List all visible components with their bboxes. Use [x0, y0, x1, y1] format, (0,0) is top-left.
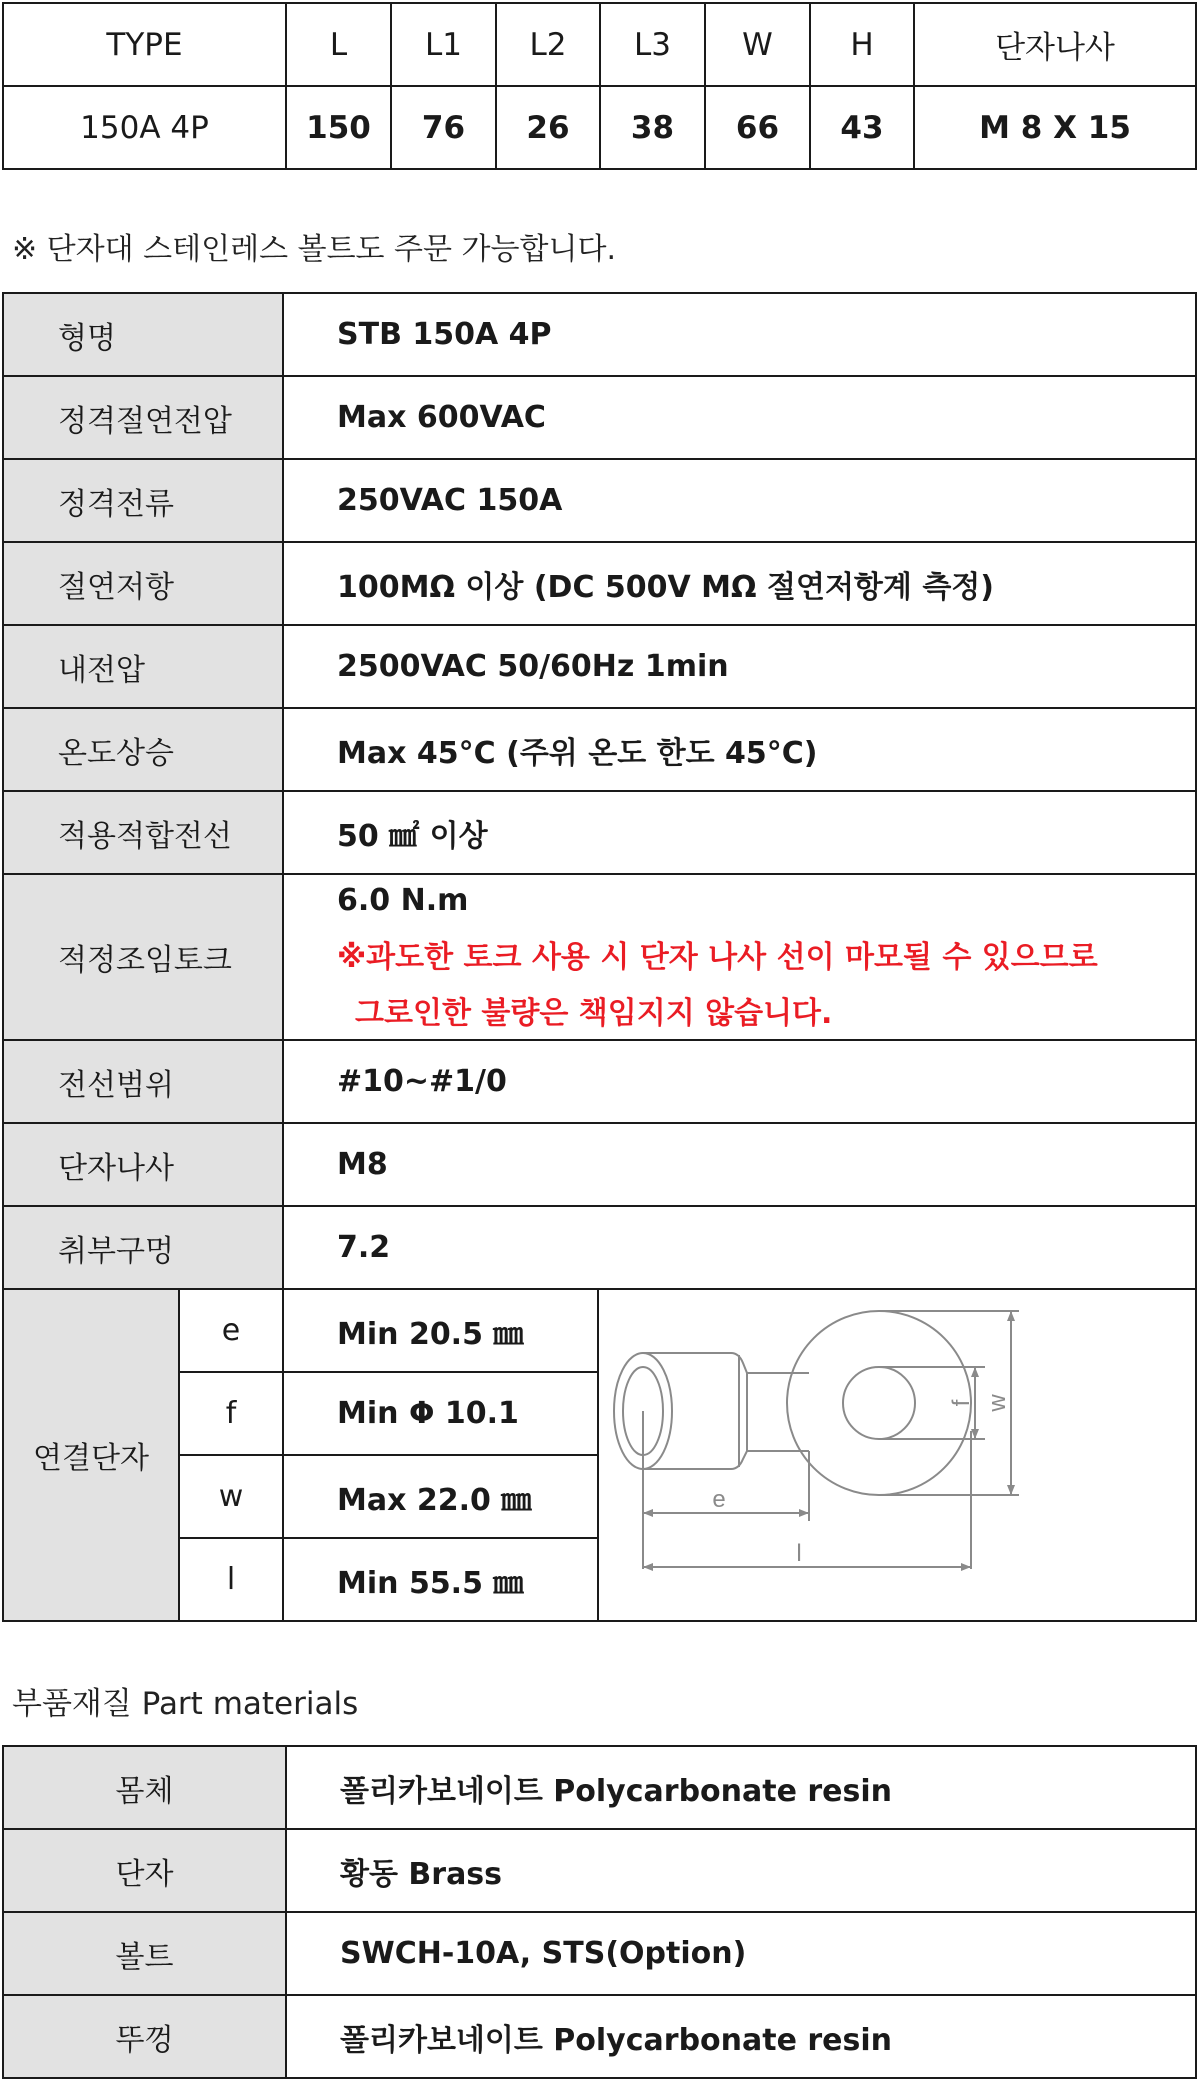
spec-value: 250VAC 150A: [283, 459, 1196, 542]
arrow-e-left: [643, 1509, 653, 1517]
spec-label: 정격전류: [3, 459, 283, 542]
dimension-header-row: [3, 3, 1196, 86]
arrow-w-bottom: [1007, 1485, 1015, 1495]
connection-value-f: Min Φ 10.1: [283, 1372, 598, 1455]
connection-terminal-label: 연결단자: [3, 1289, 179, 1621]
parts-row-cover: [3, 1995, 1196, 2078]
spec-row-connection-e: [3, 1289, 1196, 1372]
torque-warning-line-2: 그로인한 불량은 책임지지 않습니다.: [355, 995, 833, 1031]
dim-header-l1: L1: [391, 3, 496, 86]
spec-row-terminal-screw: [3, 1123, 1196, 1206]
spec-row-mounting-hole: [3, 1206, 1196, 1289]
dim-value-l2: 26: [496, 86, 600, 169]
spec-label: 취부구멍: [3, 1206, 283, 1289]
dim-header-l: L: [286, 3, 391, 86]
connection-key-e: e: [179, 1289, 283, 1372]
spec-row-torque: [3, 874, 1196, 1040]
diagram-label-w: w: [984, 1394, 1011, 1412]
ring-outer: [787, 1311, 971, 1495]
arrow-l-left: [643, 1563, 653, 1571]
connection-key-l: l: [179, 1538, 283, 1621]
connection-value-l: Min 55.5 ㎜: [283, 1538, 598, 1621]
spec-label: 정격절연전압: [3, 376, 283, 459]
spec-value: #10~#1/0: [283, 1040, 1196, 1123]
parts-section-title: 부품재질 Part materials: [12, 1686, 359, 1722]
dim-header-l2: L2: [496, 3, 600, 86]
arrow-f-bottom: [971, 1429, 979, 1439]
dimension-table: [2, 2, 1197, 170]
barrel-top-edge: [643, 1353, 809, 1373]
dim-header-w: W: [705, 3, 810, 86]
spec-row-temperature-rise: [3, 708, 1196, 791]
dim-value-h: 43: [810, 86, 914, 169]
diagram-label-f: f: [948, 1399, 975, 1407]
ring-terminal-diagram: [599, 1291, 1195, 1619]
dim-header-type: TYPE: [3, 3, 286, 86]
spec-row-withstand-voltage: [3, 625, 1196, 708]
spec-value: M8: [283, 1123, 1196, 1206]
torque-warning-line-1: ※과도한 토크 사용 시 단자 나사 선이 마모될 수 있으므로: [337, 939, 1098, 975]
barrel-bottom-edge: [643, 1451, 809, 1469]
spec-value: Max 45°C (주위 온도 한도 45°C): [283, 708, 1196, 791]
spec-value: Max 600VAC: [283, 376, 1196, 459]
connection-value-e: Min 20.5 ㎜: [283, 1289, 598, 1372]
arrow-e-right: [799, 1509, 809, 1517]
connection-key-w: w: [179, 1455, 283, 1538]
spec-row-rated-current: [3, 459, 1196, 542]
arrow-w-top: [1007, 1311, 1015, 1321]
dim-value-l3: 38: [600, 86, 705, 169]
connection-value-w: Max 22.0 ㎜: [283, 1455, 598, 1538]
parts-row-terminal: [3, 1829, 1196, 1912]
dim-value-l1: 76: [391, 86, 496, 169]
stainless-bolt-note: ※ 단자대 스테인레스 볼트도 주문 가능합니다.: [12, 232, 616, 267]
spec-label: 내전압: [3, 625, 283, 708]
parts-table: [2, 1745, 1197, 2079]
dim-header-l3: L3: [600, 3, 705, 86]
torque-value-cell: [283, 874, 1196, 1040]
dim-value-type: 150A 4P: [3, 86, 286, 169]
part-label: 뚜껑: [3, 1995, 286, 2078]
dimension-value-row: [3, 86, 1196, 169]
spec-table: [2, 292, 1197, 1622]
arrow-f-top: [971, 1367, 979, 1377]
spec-value: 100MΩ 이상 (DC 500V MΩ 절연저항계 측정): [283, 542, 1196, 625]
spec-label: 단자나사: [3, 1123, 283, 1206]
spec-value: STB 150A 4P: [283, 293, 1196, 376]
torque-value: 6.0 N.m: [337, 882, 469, 918]
dim-header-screw: 단자나사: [914, 3, 1196, 86]
arrow-l-right: [961, 1563, 971, 1571]
spec-label: 적용적합전선: [3, 791, 283, 874]
dim-value-l: 150: [286, 86, 391, 169]
part-label: 몸체: [3, 1746, 286, 1829]
spec-value: 50 ㎟ 이상: [283, 791, 1196, 874]
spec-row-rated-insulation-voltage: [3, 376, 1196, 459]
spec-row-applicable-wire: [3, 791, 1196, 874]
diagram-label-e: e: [712, 1486, 726, 1513]
spec-row-model: [3, 293, 1196, 376]
parts-row-body: [3, 1746, 1196, 1829]
dim-value-w: 66: [705, 86, 810, 169]
diagram-label-l: l: [796, 1540, 802, 1567]
part-label: 볼트: [3, 1912, 286, 1995]
dim-header-h: H: [810, 3, 914, 86]
ring-hole: [843, 1367, 915, 1439]
part-label: 단자: [3, 1829, 286, 1912]
part-value: SWCH-10A, STS(Option): [286, 1912, 1196, 1995]
part-value: 황동 Brass: [286, 1829, 1196, 1912]
parts-row-bolt: [3, 1912, 1196, 1995]
spec-label: 절연저항: [3, 542, 283, 625]
part-value: 폴리카보네이트 Polycarbonate resin: [286, 1746, 1196, 1829]
ring-terminal-diagram-cell: [598, 1289, 1196, 1621]
spec-label: 온도상승: [3, 708, 283, 791]
spec-label: 형명: [3, 293, 283, 376]
part-value: 폴리카보네이트 Polycarbonate resin: [286, 1995, 1196, 2078]
spec-label: 적정조임토크: [3, 874, 283, 1040]
dim-value-screw: M 8 X 15: [914, 86, 1196, 169]
spec-row-wire-range: [3, 1040, 1196, 1123]
spec-value: 7.2: [283, 1206, 1196, 1289]
connection-key-f: f: [179, 1372, 283, 1455]
spec-row-insulation-resistance: [3, 542, 1196, 625]
spec-label: 전선범위: [3, 1040, 283, 1123]
spec-value: 2500VAC 50/60Hz 1min: [283, 625, 1196, 708]
